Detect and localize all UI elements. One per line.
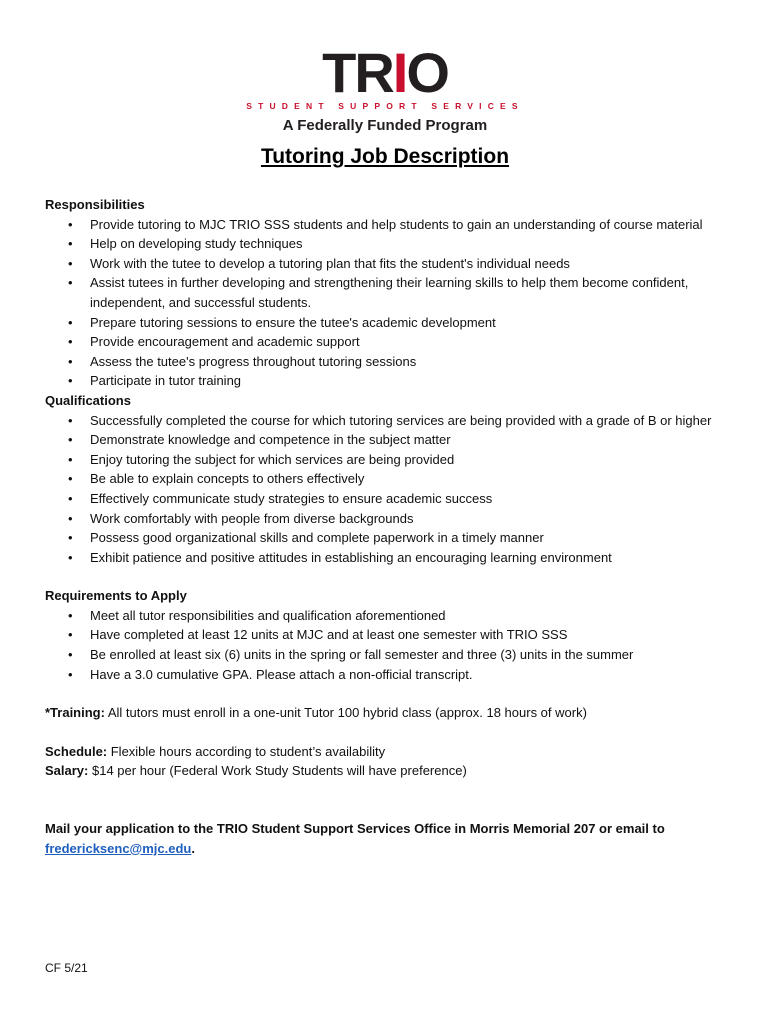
list-item: • Meet all tutor responsibilities and qualification aforementioned xyxy=(90,606,725,626)
list-item: • Prepare tutoring sessions to ensure the tutee's academic development xyxy=(90,313,725,333)
list-item: • Provide tutoring to MJC TRIO SSS students and help students to gain an understanding of course material xyxy=(90,215,725,235)
page-title: Tutoring Job Description xyxy=(260,145,510,168)
list-item: • Effectively communicate study strategies to ensure academic success xyxy=(90,489,725,509)
list-item: • Be able to explain concepts to others effectively xyxy=(90,469,725,489)
list-item: • Work comfortably with people from diverse backgrounds xyxy=(90,509,725,529)
schedule-line: Schedule: Flexible hours according to student’s availability xyxy=(45,743,386,759)
list-item: • Successfully completed the course for which tutoring services are being provided with a grade of B or higher xyxy=(90,411,725,431)
requirements-list xyxy=(45,606,725,684)
document-body xyxy=(45,195,725,858)
list-item: • Exhibit patience and positive attitudes in establishing an encouraging learning environment xyxy=(90,548,725,568)
responsibilities-list xyxy=(45,215,725,391)
logo-tagline: STUDENT SUPPORT SERVICES xyxy=(246,101,524,111)
email-link[interactable]: fredericksenc@mjc.edu xyxy=(45,840,192,856)
training-note: *Training: All tutors must enroll in a one-unit Tutor 100 hybrid class (approx. 18 hours of work) xyxy=(45,705,587,721)
funded-subtitle: A Federally Funded Program xyxy=(282,117,488,134)
list-item: • Have a 3.0 cumulative GPA. Please attach a non-official transcript. xyxy=(90,665,725,685)
requirements-heading: Requirements to Apply xyxy=(45,588,187,604)
list-item: • Have completed at least 12 units at MJC and at least one semester with TRIO SSS xyxy=(90,625,725,645)
trio-logo: TRIO xyxy=(322,41,448,104)
list-item: • Demonstrate knowledge and competence in the subject matter xyxy=(90,430,725,450)
list-item: • Enjoy tutoring the subject for which services are being provided xyxy=(90,450,725,470)
list-item: • Provide encouragement and academic support xyxy=(90,332,725,352)
list-item: • Possess good organizational skills and complete paperwork in a timely manner xyxy=(90,528,725,548)
qualifications-list xyxy=(45,411,725,568)
list-item: • Assess the tutee's progress throughout tutoring sessions xyxy=(90,352,725,372)
qualifications-heading: Qualifications xyxy=(45,392,131,408)
list-item: • Work with the tutee to develop a tutoring plan that fits the student's individual needs xyxy=(90,254,725,274)
salary-line: Salary: $14 per hour (Federal Work Study Students will have preference) xyxy=(45,763,467,779)
form-code: CF 5/21 xyxy=(45,961,88,975)
responsibilities-heading: Responsibilities xyxy=(45,197,145,212)
list-item: • Help on developing study techniques xyxy=(90,234,725,254)
list-item: • Participate in tutor training xyxy=(90,371,725,391)
mail-instructions: Mail your application to the TRIO Student Support Services Office in Morris Memorial 207 or email to fredericksenc@mjc.edu. xyxy=(45,821,665,856)
list-item: • Assist tutees in further developing and strengthening their learning skills to help them become confident, independent, and successful students. xyxy=(90,273,725,312)
list-item: • Be enrolled at least six (6) units in the spring or fall semester and three (3) units in the summer xyxy=(90,645,725,665)
